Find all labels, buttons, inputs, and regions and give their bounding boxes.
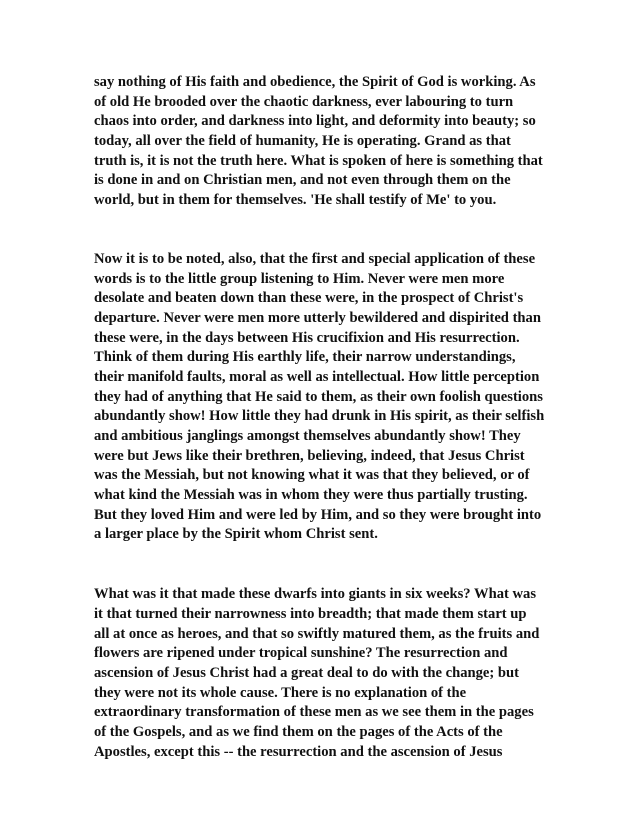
text-line: departure. Never were men more utterly bewildered and dispirited than bbox=[94, 309, 541, 326]
text-line: a larger place by the Spirit whom Christ sent. bbox=[94, 526, 378, 543]
text-line: chaos into order, and darkness into light, and deformity into beauty; so bbox=[94, 113, 536, 130]
text-line: today, all over the field of humanity, He is operating. Grand as that bbox=[94, 133, 511, 150]
text-line: extraordinary transformation of these men as we see them in the pages bbox=[94, 704, 534, 721]
text-line: is done in and on Christian men, and not even through them on the bbox=[94, 172, 511, 189]
document-page bbox=[94, 73, 554, 762]
text-line: But they loved Him and were led by Him, and so they were brought into bbox=[94, 506, 542, 523]
text-line: world, but in them for themselves. 'He shall testify of Me' to you. bbox=[94, 192, 497, 209]
text-line: say nothing of His faith and obedience, the Spirit of God is working. As bbox=[94, 74, 536, 90]
text-line: what kind the Messiah was in whom they were thus partially trusting. bbox=[94, 487, 528, 504]
text-line: What was it that made these dwarfs into giants in six weeks? What was bbox=[94, 586, 537, 603]
text-line: it that turned their narrowness into breadth; that made them start up bbox=[94, 605, 527, 622]
text-line: and ambitious janglings amongst themselves abundantly show! They bbox=[94, 428, 521, 444]
paragraph-2 bbox=[94, 250, 554, 545]
text-line: Now it is to be noted, also, that the first and special application of these bbox=[94, 250, 536, 267]
text-line: Think of them during His earthly life, their narrow understandings, bbox=[94, 349, 516, 366]
text-line: abundantly show! How little they had drunk in His spirit, as their selfish bbox=[94, 408, 545, 425]
text-line: these were, in the days between His crucifixion and His resurrection. bbox=[94, 329, 520, 346]
text-line: all at once as heroes, and that so swiftly matured them, as the fruits and bbox=[94, 625, 540, 642]
text-line: they had of anything that He said to them, as their own foolish questions bbox=[94, 388, 543, 405]
text-line: their manifold faults, moral as well as intellectual. How little perception bbox=[94, 368, 540, 385]
text-line: was the Messiah, but not knowing what it was that they believed, or of bbox=[94, 467, 530, 484]
text-line: desolate and beaten down than these were, in the prospect of Christ's bbox=[94, 290, 524, 307]
paragraph-3 bbox=[94, 585, 554, 762]
text-line: ascension of Jesus Christ had a great deal to do with the change; but bbox=[94, 664, 520, 681]
paragraph-1 bbox=[94, 73, 554, 211]
text-line: truth is, it is not the truth here. What is spoken of here is something that bbox=[94, 152, 543, 169]
text-line: were but Jews like their brethren, believing, indeed, that Jesus Christ bbox=[94, 447, 525, 464]
text-line: words is to the little group listening to Him. Never were men more bbox=[94, 270, 505, 287]
text-line: they were not its whole cause. There is no explanation of the bbox=[94, 684, 467, 701]
text-line: of old He brooded over the chaotic darkness, ever labouring to turn bbox=[94, 93, 514, 110]
text-line: flowers are ripened under tropical sunshine? The resurrection and bbox=[94, 645, 508, 662]
text-line: of the Gospels, and as we find them on the pages of the Acts of the bbox=[94, 723, 503, 740]
text-line: Apostles, except this -- the resurrection and the ascension of Jesus bbox=[94, 743, 503, 760]
